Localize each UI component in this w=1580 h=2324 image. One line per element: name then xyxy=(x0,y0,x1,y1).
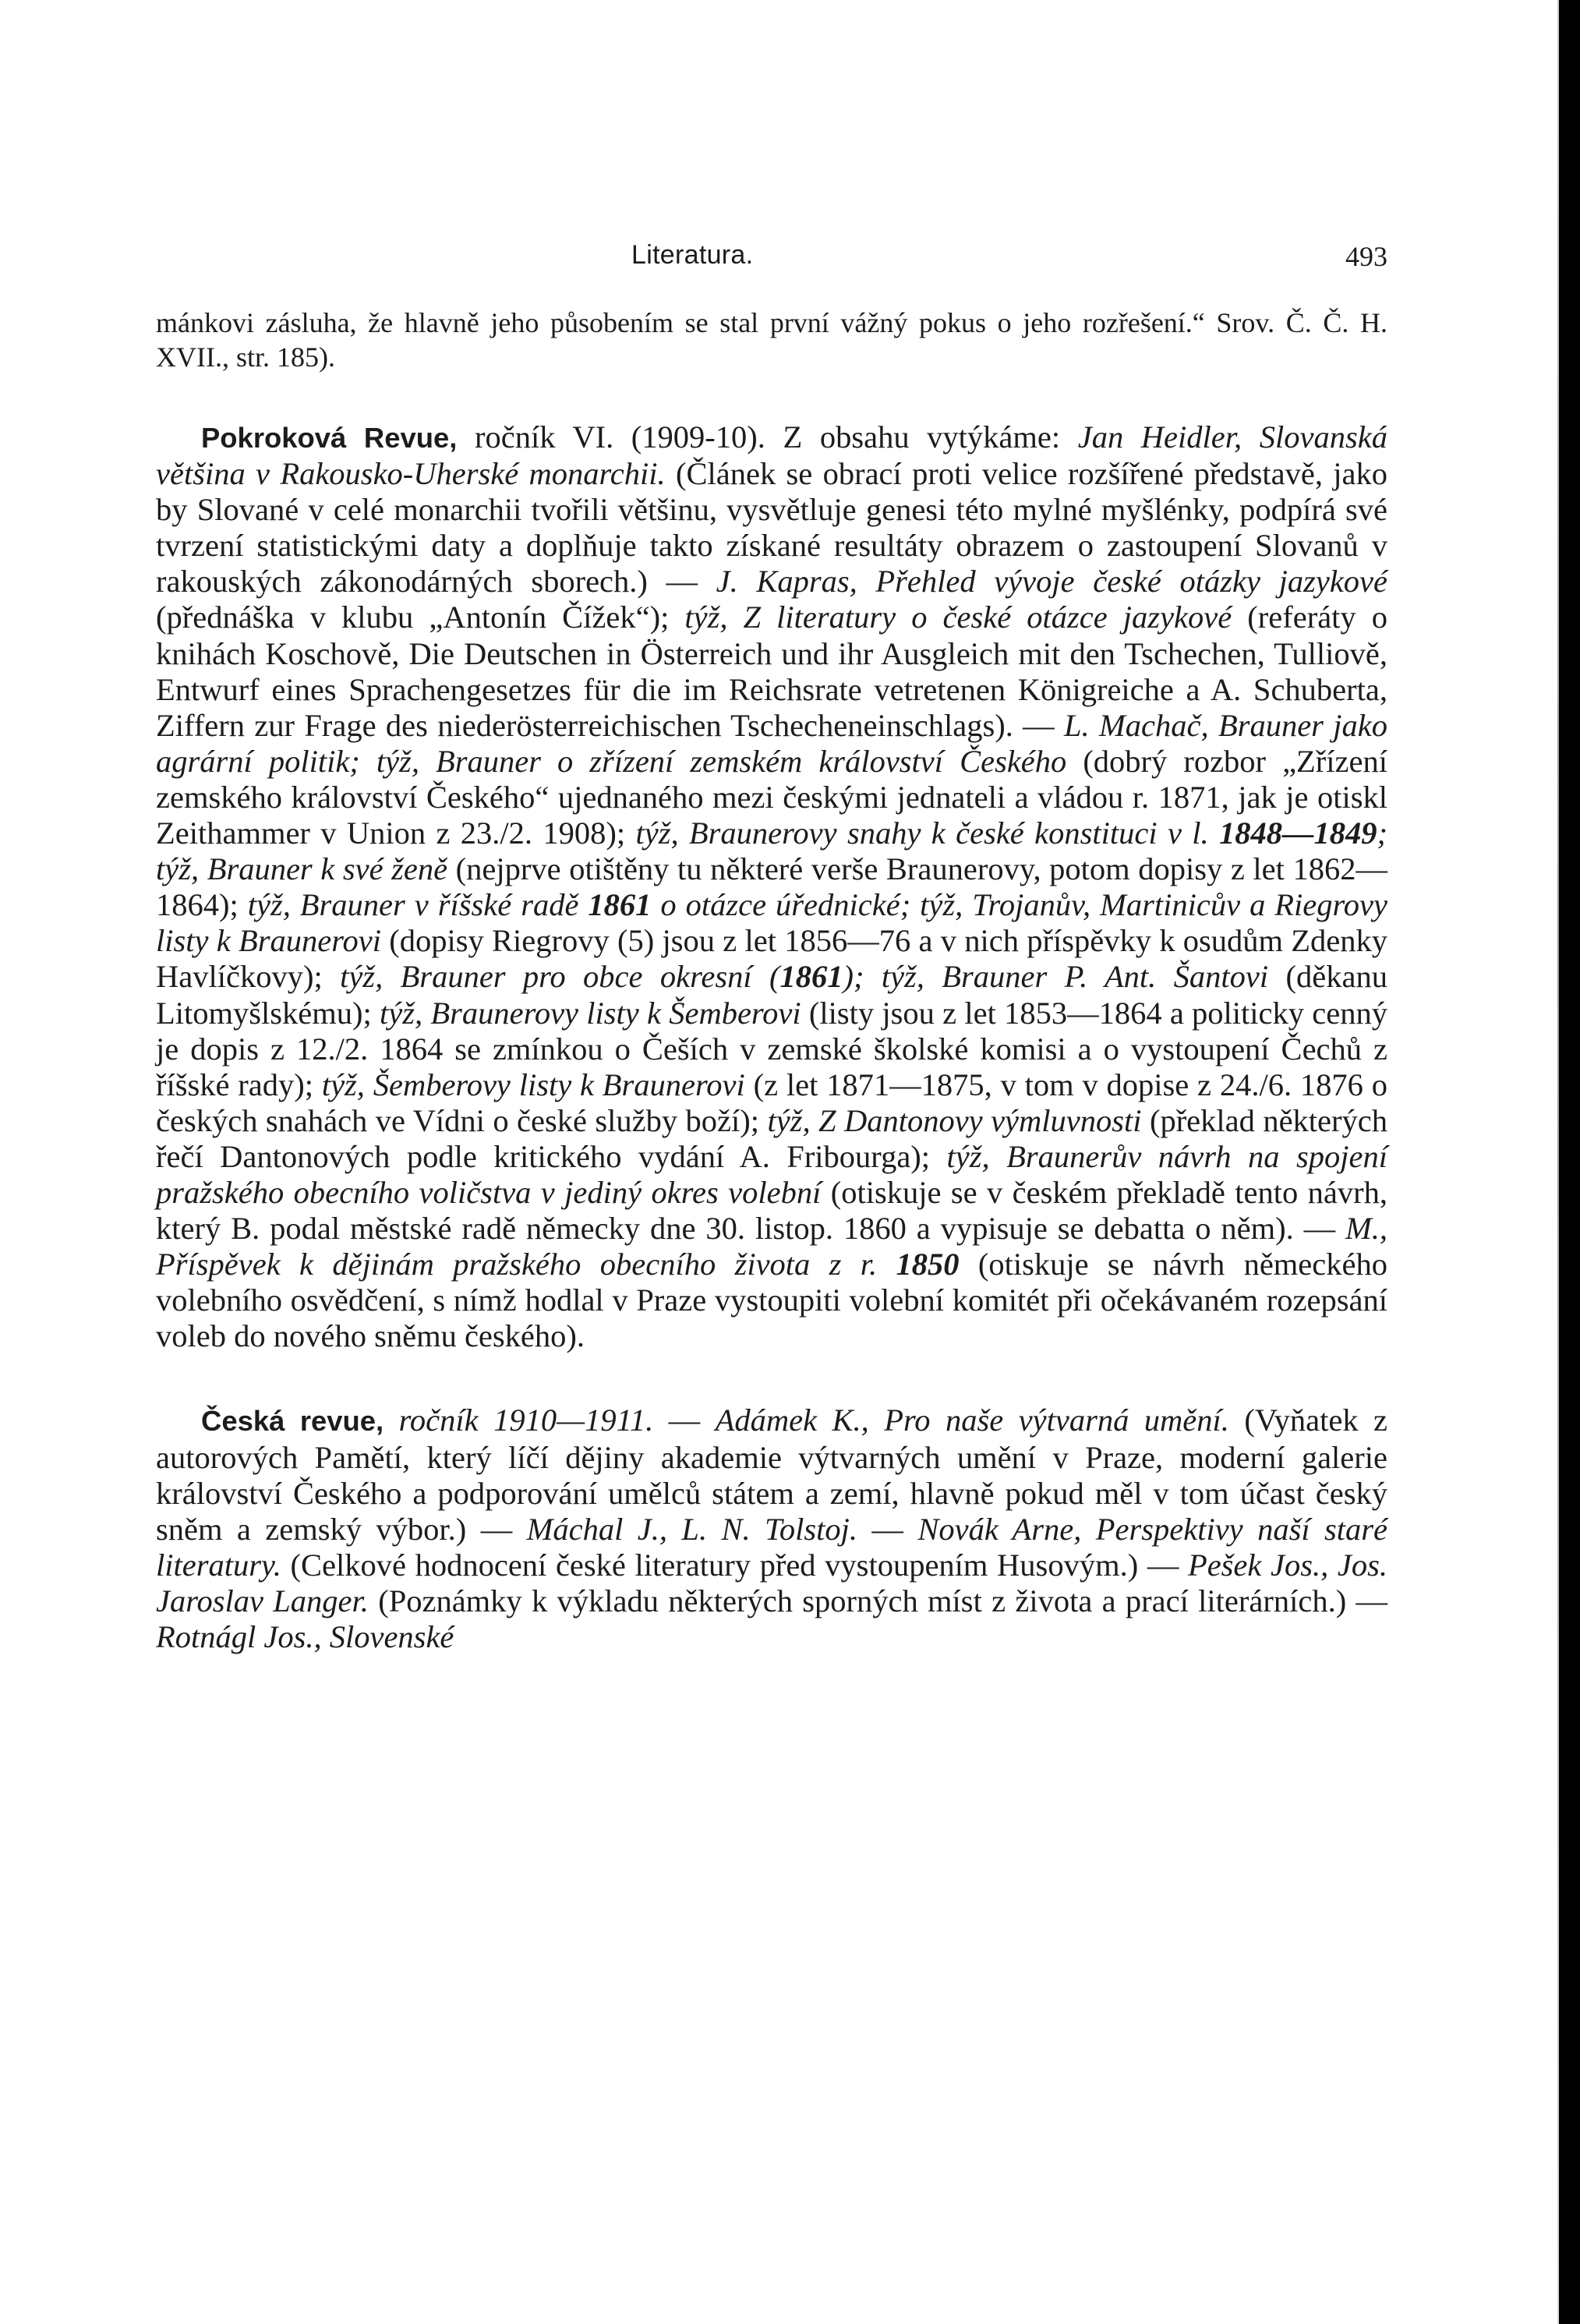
italic-run: ročník 1910—1911. xyxy=(384,1403,654,1438)
page-header xyxy=(156,240,1387,279)
text-run: (děkanu Litomyšlskému); xyxy=(156,959,1387,1031)
italic-run: Rotnágl Jos., Slovenské xyxy=(156,1619,454,1654)
text-run: (překlad některých řečí Dantonových podle kritického vydání A. Fribourga); xyxy=(156,1102,1387,1174)
running-title: Literatura. xyxy=(631,240,754,270)
text-run: — xyxy=(653,1403,716,1438)
bold-italic-run: 1848—1849 xyxy=(1219,815,1377,851)
italic-run: M., Příspěvek k dějinám pražského obecního života z r. xyxy=(156,1211,1387,1282)
text-run: mánkovi zásluha, že hlavně jeho působením se stal první vážný pokus o jeho rozřešení.“ Srov. Č. Č. H. XVII., str. 185). xyxy=(156,307,1387,373)
italic-run: Novák Arne, Perspektivy naší staré literatury. xyxy=(156,1511,1388,1583)
bold-italic-run: 1861 xyxy=(588,887,652,923)
italic-run: Máchal J., L. N. Tolstoj. xyxy=(526,1511,857,1547)
paragraph-continuation xyxy=(156,306,1387,374)
italic-run: týž, Z Dantonovy výmluvnosti xyxy=(767,1102,1142,1138)
italic-run: týž, Šemberovy listy k Braunerovi xyxy=(321,1066,745,1102)
italic-run: týž, Brauner pro obce okresní ( xyxy=(340,959,780,995)
italic-run: týž, Z literatury o české otázce jazykové xyxy=(684,600,1232,635)
italic-run: J. Kapras, Přehled vývoje české otázky jazykové xyxy=(716,564,1387,600)
text-run: (Celkové hodnocení české literatury před vystoupením Husovým.) — xyxy=(281,1547,1188,1583)
italic-run: týž, Braunerův návrh na spojení pražského obecního voličstva v jediný okres volební xyxy=(156,1138,1387,1210)
text-run: (Vyňatek z autorových Pamětí, který líčí dějiny akademie výtvarných umění v Praze, moderní galerie království Českého a podporování umělců státem a zemí, hlavně pokud měl v tom účast český sněm a zemský výbor.) — xyxy=(156,1403,1387,1547)
text-run: ročník VI. (1909-10). Z obsahu vytýkáme: xyxy=(457,419,1078,455)
text-run: (dopisy Riegrovy (5) jsou z let 1856—76 a v nich příspěvky k osudům Zdenky Havlíčkovy); xyxy=(156,923,1387,995)
italic-run: ); týž, Brauner P. Ant. Šantovi xyxy=(843,959,1269,995)
text-run: (otiskuje se návrh německého volebního osvědčení, s nímž hodlal v Praze vystoupiti volební komitét při očekávaném rozepsání voleb do nového sněmu českého). xyxy=(156,1247,1387,1354)
bold-italic-run: 1850 xyxy=(896,1247,960,1282)
scan-border xyxy=(1559,0,1580,2324)
italic-run: týž, Braunerovy listy k Šemberovi xyxy=(379,995,801,1031)
text-run: — xyxy=(857,1511,918,1547)
italic-run: Adámek K., Pro naše výtvarná umění. xyxy=(715,1403,1229,1438)
italic-run: týž, Brauner v říšské radě xyxy=(247,887,589,923)
paragraph-ceska-revue xyxy=(156,1403,1387,1655)
journal-title: Pokroková Revue, xyxy=(201,422,458,454)
text-run: (dobrý rozbor „Zřízení zemského království Českého“ ujednaného mezi českými jednateli a vládou r. 1871, jak je otiskl Zeithammer v Union z 23./2. 1908); xyxy=(156,743,1387,851)
italic-run: Jan Heidler, Slovanská většina v Rakousko-Uherské monarchii. xyxy=(156,419,1387,492)
page-number: 493 xyxy=(1345,241,1387,272)
italic-run: týž, Braunerovy snahy k české konstituci v l. xyxy=(635,815,1219,851)
italic-run: ; týž, Brauner k své ženě xyxy=(156,815,1387,887)
text-run: (z let 1871—1875, v tom v dopise z 24./6. 1876 o českých snahách ve Vídni o české služby boží); xyxy=(156,1066,1387,1138)
bold-italic-run: 1861 xyxy=(779,959,843,995)
paragraph-pokrokova-revue xyxy=(156,419,1387,1354)
text-run: (Poznámky k výkladu některých sporných míst z života a prací literárních.) — xyxy=(368,1583,1387,1618)
page-body xyxy=(156,306,1387,1655)
text-run: (Článek se obrací proti velice rozšířené představě, jako by Slované v celé monarchii tvořili většinu, vysvětluje genesi této mylné myšlénky, podpírá své tvrzení statistickými daty a doplňuje takto získané resultáty obrazem o zastoupení Slovanů v rakouských zákonodárných sborech.) — xyxy=(156,456,1388,600)
text-run: (přednáška v klubu „Antonín Čížek“); xyxy=(156,600,685,635)
italic-run: o otázce úřednické; týž, Trojanův, Martinicův a Riegrovy listy k Braunerovi xyxy=(156,887,1387,959)
italic-run: Pešek Jos., Jos. Jaroslav Langer. xyxy=(156,1547,1387,1618)
journal-title: Česká revue, xyxy=(201,1405,384,1438)
text-run: (nejprve otištěny tu některé verše Braunerovy, potom dopisy z let 1862—1864); xyxy=(156,851,1387,923)
italic-run: L. Machač, Brauner jako agrární politik; týž, Brauner o zřízení zemském království Českého xyxy=(156,707,1387,779)
text-run: (listy jsou z let 1853—1864 a politicky cenný je dopis z 12./2. 1864 se zmínkou o Češích v zemské školské komisi a o vystoupení Čechů z říšské rady); xyxy=(156,995,1387,1102)
text-run: (referáty o knihách Koschově, Die Deutschen in Österreich und ihr Ausgleich mit den Tschechen, Tulliově, Entwurf eines Sprachengesetzes für die im Reichsrate vetretenen Königreiche a A. Schuberta, Ziffern zur Frage des niederösterreichischen Tschecheneinschlags). — xyxy=(156,600,1387,743)
text-run: (otiskuje se v českém překladě tento návrh, který B. podal městské radě německy dne 30. listop. 1860 a vypisuje se debatta o něm). — xyxy=(156,1174,1387,1247)
